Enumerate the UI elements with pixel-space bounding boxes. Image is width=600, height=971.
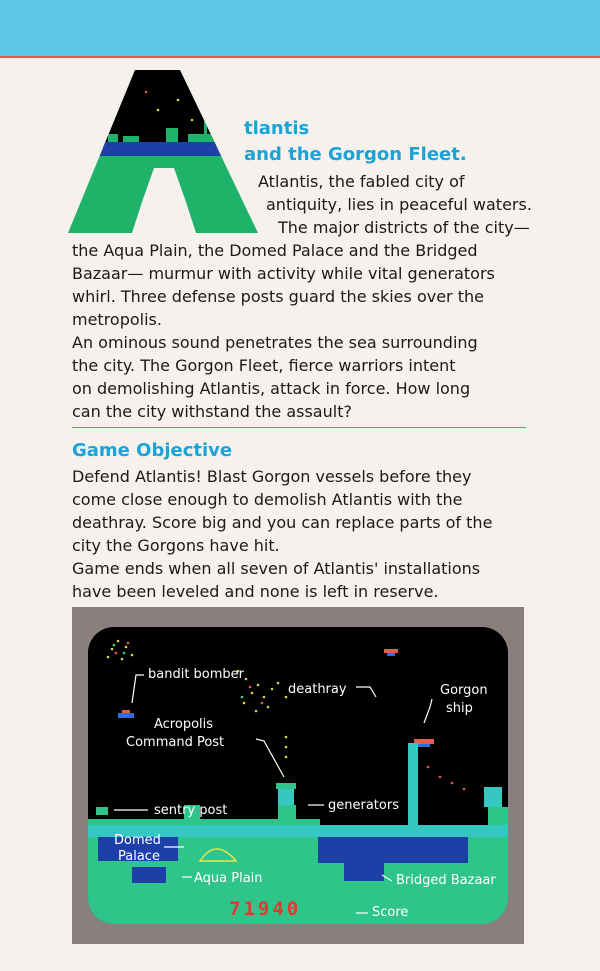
intro-line: Atlantis, the fabled city of [258, 172, 465, 191]
section-rule [72, 427, 526, 428]
intro-line: The major districts of the city— [278, 218, 530, 237]
label-domed: Domed [114, 833, 161, 848]
objective-line: deathray. Score big and you can replace parts of the [72, 513, 493, 532]
label-sentry-post: sentry post [154, 803, 228, 818]
objective-line: Defend Atlantis! Blast Gorgon vessels before they [72, 467, 472, 486]
label-ship: ship [446, 701, 473, 716]
intro-line: the city. The Gorgon Fleet, fierce warriors intent [72, 356, 456, 375]
label-score: Score [372, 905, 409, 920]
label-acropolis: Acropolis [154, 717, 214, 732]
label-gorgon: Gorgon [440, 683, 488, 698]
intro-line: antiquity, lies in peaceful waters. [266, 195, 532, 214]
intro-line: on demolishing Atlantis, attack in force. How long [72, 379, 471, 398]
title-line-2: and the Gorgon Fleet. [244, 144, 467, 165]
intro-line: can the city withstand the assault? [72, 402, 352, 421]
game-screenshot [88, 627, 508, 924]
label-deathray: deathray [288, 682, 347, 697]
objective-line: Game ends when all seven of Atlantis' installations [72, 559, 481, 578]
objective-line: city the Gorgons have hit. [72, 536, 280, 555]
top-color-band [0, 0, 600, 56]
label-aqua-plain: Aqua Plain [194, 871, 263, 886]
dropcap-a-illustration [68, 70, 258, 233]
top-rule [0, 56, 600, 58]
label-bandit-bomber: bandit bomber [148, 667, 245, 682]
intro-line: whirl. Three defense posts guard the skies over the [72, 287, 484, 306]
title-line-1: tlantis [244, 118, 310, 139]
objective-heading: Game Objective [72, 440, 233, 461]
intro-line: metropolis. [72, 310, 162, 329]
intro-line: the Aqua Plain, the Domed Palace and the Bridged [72, 241, 478, 260]
label-command-post: Command Post [126, 735, 225, 750]
intro-line: An ominous sound penetrates the sea surrounding [72, 333, 478, 352]
label-bridged-bazaar: Bridged Bazaar [396, 873, 496, 888]
objective-line: come close enough to demolish Atlantis with the [72, 490, 463, 509]
intro-line: Bazaar— murmur with activity while vital generators [72, 264, 495, 283]
score-value: 71940 [229, 898, 302, 920]
objective-line: have been leveled and none is left in reserve. [72, 582, 439, 601]
label-generators: generators [328, 798, 399, 813]
label-palace: Palace [118, 849, 160, 864]
